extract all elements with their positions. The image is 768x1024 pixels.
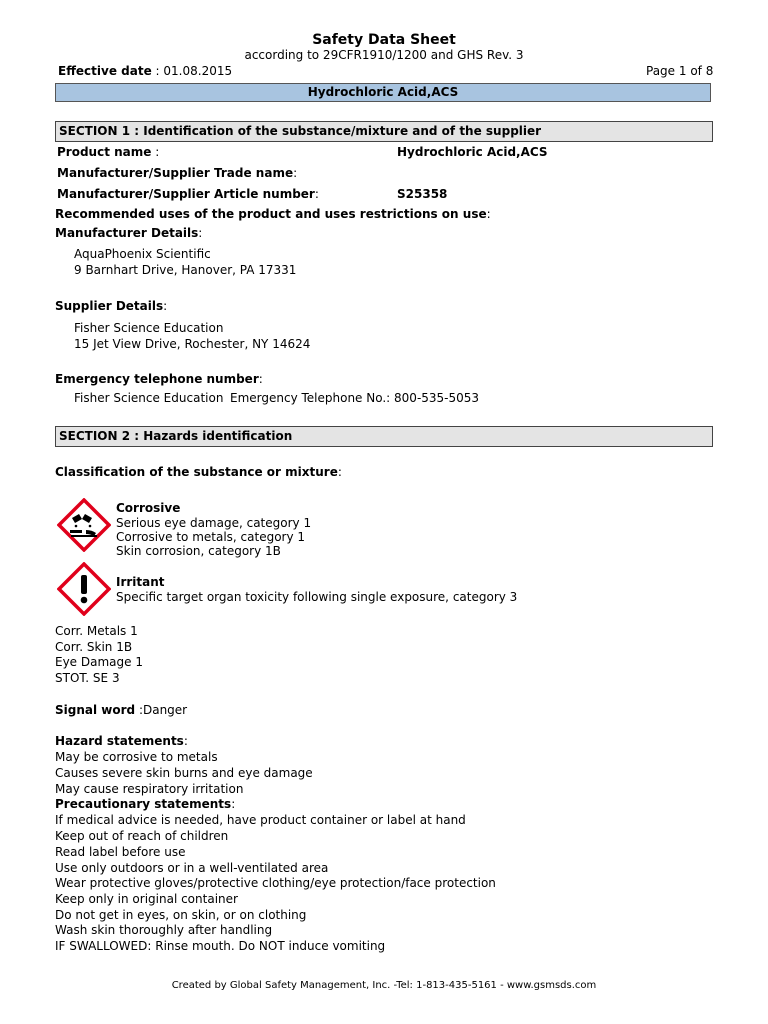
- precautionary-statement: IF SWALLOWED: Rinse mouth. Do NOT induce vomiting: [55, 939, 386, 953]
- recommended-uses-row: [55, 207, 491, 223]
- article-number-sep: :: [314, 187, 319, 201]
- signal-word-row: [55, 703, 187, 719]
- supplier-address: 15 Jet View Drive, Rochester, NY 14624: [74, 337, 311, 351]
- recommended-uses-label: Recommended uses of the product and uses restrictions on use: [55, 207, 487, 221]
- hazard-statements-sep: :: [183, 734, 188, 748]
- article-number-label: Manufacturer/Supplier Article number: [57, 187, 315, 201]
- document-title: Safety Data Sheet: [312, 32, 456, 48]
- hazard-name-corrosive: Corrosive: [116, 501, 181, 515]
- precautionary-statement: Wear protective gloves/protective clothing/eye protection/face protection: [55, 876, 496, 890]
- classification-code: STOT. SE 3: [55, 671, 120, 685]
- supplier-name: Fisher Science Education: [74, 321, 224, 335]
- hazard-statements-label: Hazard statements: [55, 734, 184, 748]
- section-2-heading: SECTION 2 : Hazards identification: [55, 426, 713, 447]
- hazard-detail: Specific target organ toxicity following single exposure, category 3: [116, 590, 518, 604]
- emergency-company: Fisher Science Education: [74, 391, 224, 405]
- product-banner: Hydrochloric Acid,ACS: [55, 83, 711, 102]
- hazard-statement: May be corrosive to metals: [55, 750, 218, 764]
- hazard-statement: May cause respiratory irritation: [55, 782, 244, 796]
- classification-label: Classification of the substance or mixture: [55, 465, 338, 479]
- manufacturer-name: AquaPhoenix Scientific: [74, 247, 211, 261]
- corrosion-icon: [57, 498, 111, 557]
- trade-name-sep: :: [293, 166, 298, 180]
- manufacturer-details-label: Manufacturer Details: [55, 226, 199, 240]
- hazard-statement: Causes severe skin burns and eye damage: [55, 766, 313, 780]
- hazard-detail: Serious eye damage, category 1: [116, 516, 312, 530]
- product-name-row: [57, 145, 159, 161]
- precautionary-statement: Wash skin thoroughly after handling: [55, 923, 273, 937]
- page-number: Page 1 of 8: [646, 64, 714, 78]
- supplier-details-row: [55, 299, 167, 315]
- precautionary-statement: Keep only in original container: [55, 892, 238, 906]
- emergency-phone-label: Emergency telephone number: [55, 372, 259, 386]
- classification-sep: :: [337, 465, 342, 479]
- manufacturer-details-row: [55, 226, 202, 242]
- precautionary-statement: Do not get in eyes, on skin, or on clothing: [55, 908, 307, 922]
- exclamation-mark-icon: [57, 562, 111, 621]
- precautionary-statement: If medical advice is needed, have product container or label at hand: [55, 813, 466, 827]
- trade-name-row: [57, 166, 297, 182]
- hazard-name-irritant: Irritant: [116, 575, 165, 589]
- recommended-uses-sep: :: [486, 207, 491, 221]
- hazard-detail: Skin corrosion, category 1B: [116, 544, 281, 558]
- precautionary-statement: Keep out of reach of children: [55, 829, 229, 843]
- classification-code: Corr. Metals 1: [55, 624, 138, 638]
- precautionary-statements-label: Precautionary statements: [55, 797, 232, 811]
- article-number-row: [57, 187, 319, 203]
- emergency-phone-number: Emergency Telephone No.: 800-535-5053: [230, 391, 480, 405]
- precautionary-statement: Use only outdoors or in a well-ventilated area: [55, 861, 329, 875]
- precautionary-statements-row: [55, 797, 235, 813]
- signal-word-label: Signal word: [55, 703, 136, 717]
- product-name-sep: :: [151, 145, 160, 159]
- section-1-heading: SECTION 1 : Identification of the substance/mixture and of the supplier: [55, 121, 713, 142]
- manufacturer-details-sep: :: [198, 226, 203, 240]
- page-footer: Created by Global Safety Management, Inc. -Tel: 1-813-435-5161 - www.gsmsds.com: [171, 980, 597, 991]
- document-subtitle: according to 29CFR1910/1200 and GHS Rev. 3: [244, 48, 524, 62]
- emergency-phone-sep: :: [258, 372, 263, 386]
- effective-date-value: : 01.08.2015: [151, 64, 233, 78]
- manufacturer-address: 9 Barnhart Drive, Hanover, PA 17331: [74, 263, 297, 277]
- classification-row: [55, 465, 342, 481]
- precautionary-statement: Read label before use: [55, 845, 186, 859]
- supplier-details-sep: :: [163, 299, 168, 313]
- article-number-value: S25358: [397, 187, 448, 201]
- emergency-phone-row: [55, 372, 263, 388]
- effective-date: [58, 64, 232, 80]
- classification-code: Eye Damage 1: [55, 655, 143, 669]
- precautionary-statements-sep: :: [231, 797, 236, 811]
- product-name-value: Hydrochloric Acid,ACS: [397, 145, 548, 159]
- trade-name-label: Manufacturer/Supplier Trade name: [57, 166, 294, 180]
- product-name-label: Product name: [57, 145, 152, 159]
- supplier-details-label: Supplier Details: [55, 299, 164, 313]
- signal-word-value: :Danger: [135, 703, 188, 717]
- effective-date-label: Effective date: [58, 64, 152, 78]
- hazard-statements-row: [55, 734, 188, 750]
- classification-code: Corr. Skin 1B: [55, 640, 133, 654]
- hazard-detail: Corrosive to metals, category 1: [116, 530, 306, 544]
